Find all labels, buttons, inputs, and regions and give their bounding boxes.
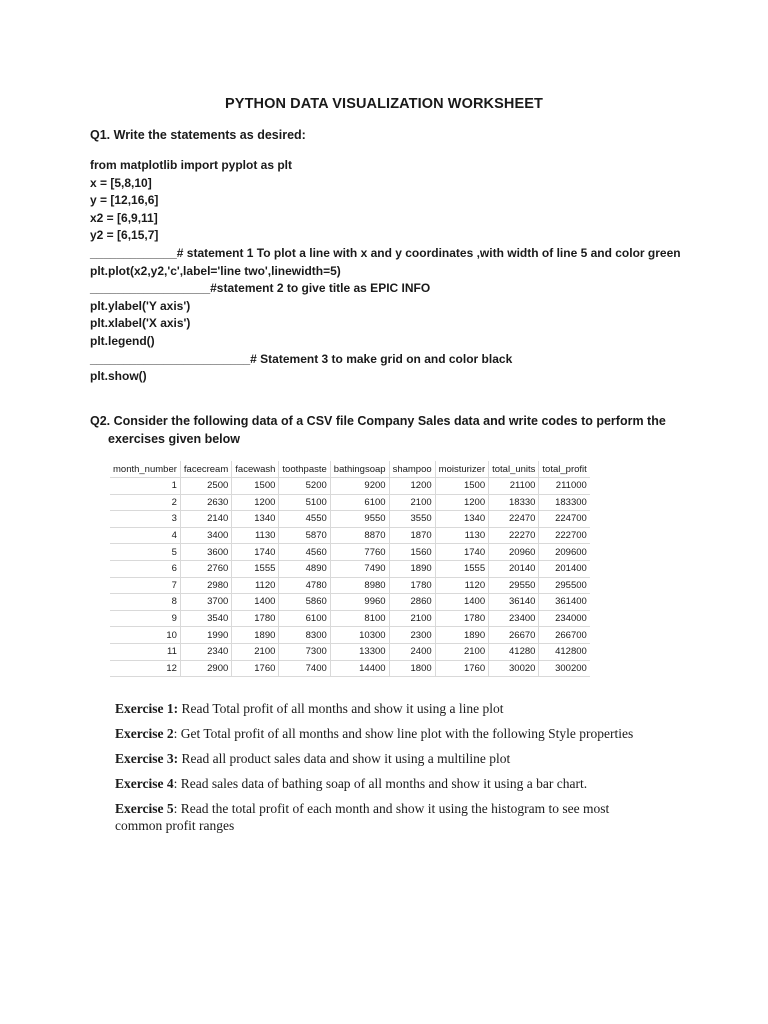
column-header: facewash	[232, 461, 279, 478]
table-cell: 2980	[180, 577, 231, 594]
table-cell: 1560	[389, 544, 435, 561]
q1-code-block	[90, 157, 730, 386]
table-cell: 1200	[232, 494, 279, 511]
table-cell: 1990	[180, 627, 231, 644]
table-row	[110, 494, 590, 511]
code-line: y = [12,16,6]	[90, 193, 159, 208]
table-cell: 2	[110, 494, 180, 511]
q2-heading-line1: Q2. Consider the following data of a CSV file Company Sales data and write codes to perform the	[90, 414, 666, 428]
exercise-label: Exercise 1:	[115, 701, 179, 716]
table-cell: 2630	[180, 494, 231, 511]
table-cell: 5860	[279, 594, 330, 611]
table-cell: 3600	[180, 544, 231, 561]
table-cell: 3400	[180, 527, 231, 544]
table-cell: 3540	[180, 610, 231, 627]
table-cell: 8100	[330, 610, 389, 627]
table-cell: 224700	[539, 511, 590, 528]
table-cell: 1760	[232, 660, 279, 677]
table-cell: 1130	[435, 527, 488, 544]
table-cell: 1500	[232, 478, 279, 495]
sales-data-table	[110, 461, 590, 677]
table-cell: 7	[110, 577, 180, 594]
table-cell: 1780	[232, 610, 279, 627]
table-cell: 1780	[389, 577, 435, 594]
table-cell: 3	[110, 511, 180, 528]
table-cell: 9	[110, 610, 180, 627]
exercise-label: Exercise 2	[115, 726, 174, 741]
exercise-text: : Read sales data of bathing soap of all months and show it using a bar chart.	[173, 776, 588, 791]
table-cell: 1120	[435, 577, 488, 594]
table-row	[110, 511, 590, 528]
q2-heading	[90, 412, 690, 448]
table-cell: 1	[110, 478, 180, 495]
table-cell: 20140	[489, 560, 539, 577]
table-cell: 8980	[330, 577, 389, 594]
code-line: plt.show()	[90, 369, 147, 384]
table-cell: 22270	[489, 527, 539, 544]
table-cell: 7400	[279, 660, 330, 677]
table-cell: 4780	[279, 577, 330, 594]
table-row	[110, 544, 590, 561]
table-cell: 1890	[389, 560, 435, 577]
exercise-text: : Read the total profit of each month and show it using the histogram to see most common profit ranges	[115, 801, 610, 833]
table-cell: 1340	[232, 511, 279, 528]
table-cell: 1890	[232, 627, 279, 644]
table-cell: 4560	[279, 544, 330, 561]
table-cell: 2100	[435, 643, 488, 660]
table-cell: 2500	[180, 478, 231, 495]
table-row	[110, 527, 590, 544]
table-cell: 1400	[435, 594, 488, 611]
page-title: PYTHON DATA VISUALIZATION WORKSHEET	[225, 96, 543, 112]
table-cell: 2140	[180, 511, 231, 528]
column-header: bathingsoap	[330, 461, 389, 478]
table-cell: 412800	[539, 643, 590, 660]
exercise-item	[115, 700, 645, 717]
table-cell: 1760	[435, 660, 488, 677]
exercise-label: Exercise 3:	[115, 751, 179, 766]
table-cell: 11	[110, 643, 180, 660]
table-cell: 1120	[232, 577, 279, 594]
table-cell: 10	[110, 627, 180, 644]
table-cell: 20960	[489, 544, 539, 561]
column-header: toothpaste	[279, 461, 330, 478]
table-cell: 8870	[330, 527, 389, 544]
table-cell: 23400	[489, 610, 539, 627]
table-cell: 12	[110, 660, 180, 677]
code-line: ________________________# Statement 3 to make grid on and color black	[90, 351, 513, 366]
table-cell: 361400	[539, 594, 590, 611]
table-cell: 5100	[279, 494, 330, 511]
table-cell: 26670	[489, 627, 539, 644]
table-cell: 9960	[330, 594, 389, 611]
table-cell: 7490	[330, 560, 389, 577]
table-cell: 1740	[232, 544, 279, 561]
table-cell: 4550	[279, 511, 330, 528]
table-cell: 3550	[389, 511, 435, 528]
table-cell: 18330	[489, 494, 539, 511]
table-cell: 1780	[435, 610, 488, 627]
exercise-item	[115, 775, 645, 792]
table-cell: 9550	[330, 511, 389, 528]
table-cell: 1130	[232, 527, 279, 544]
table-cell: 21100	[489, 478, 539, 495]
code-line: plt.plot(x2,y2,'c',label='line two',linewidth=5)	[90, 263, 341, 278]
exercise-list	[115, 700, 645, 842]
table-row	[110, 478, 590, 495]
table-cell: 29550	[489, 577, 539, 594]
table-row	[110, 627, 590, 644]
table-cell: 222700	[539, 527, 590, 544]
table-cell: 6100	[279, 610, 330, 627]
table-cell: 3700	[180, 594, 231, 611]
table-cell: 2300	[389, 627, 435, 644]
exercise-text: : Get Total profit of all months and show line plot with the following Style properties	[173, 726, 634, 741]
table-cell: 30020	[489, 660, 539, 677]
table-cell: 2760	[180, 560, 231, 577]
table-header-row	[110, 461, 590, 478]
table-cell: 209600	[539, 544, 590, 561]
table-cell: 1555	[232, 560, 279, 577]
exercise-item	[115, 725, 645, 742]
table-cell: 300200	[539, 660, 590, 677]
table-cell: 266700	[539, 627, 590, 644]
table-row	[110, 643, 590, 660]
table-cell: 2860	[389, 594, 435, 611]
column-header: moisturizer	[435, 461, 488, 478]
table-cell: 5870	[279, 527, 330, 544]
code-line: plt.ylabel('Y axis')	[90, 298, 191, 313]
table-cell: 5	[110, 544, 180, 561]
table-cell: 1400	[232, 594, 279, 611]
table-cell: 1500	[435, 478, 488, 495]
table-cell: 22470	[489, 511, 539, 528]
table-row	[110, 660, 590, 677]
column-header: facecream	[180, 461, 231, 478]
table-cell: 2100	[389, 610, 435, 627]
exercise-text: Read Total profit of all months and show it using a line plot	[178, 701, 504, 716]
code-line: from matplotlib import pyplot as plt	[90, 158, 292, 172]
code-line: __________________#statement 2 to give title as EPIC INFO	[90, 281, 431, 296]
table-cell: 9200	[330, 478, 389, 495]
q1-heading: Q1. Write the statements as desired:	[90, 128, 306, 142]
code-line: plt.legend()	[90, 333, 155, 348]
table-cell: 7760	[330, 544, 389, 561]
exercise-item	[115, 750, 645, 767]
exercise-item	[115, 800, 645, 834]
column-header: shampoo	[389, 461, 435, 478]
table-cell: 1200	[435, 494, 488, 511]
table-cell: 6	[110, 560, 180, 577]
table-cell: 1870	[389, 527, 435, 544]
code-line: plt.xlabel('X axis')	[90, 316, 191, 331]
exercise-label: Exercise 5	[115, 801, 174, 816]
column-header: month_number	[110, 461, 180, 478]
table-cell: 2100	[389, 494, 435, 511]
table-cell: 10300	[330, 627, 389, 644]
table-cell: 2400	[389, 643, 435, 660]
table-cell: 14400	[330, 660, 389, 677]
table-cell: 295500	[539, 577, 590, 594]
table-cell: 1340	[435, 511, 488, 528]
table-cell: 13300	[330, 643, 389, 660]
table-cell: 8300	[279, 627, 330, 644]
table-cell: 6100	[330, 494, 389, 511]
column-header: total_profit	[539, 461, 590, 478]
table-cell: 8	[110, 594, 180, 611]
table-row	[110, 577, 590, 594]
table-cell: 1890	[435, 627, 488, 644]
table-cell: 1740	[435, 544, 488, 561]
table-cell: 2100	[232, 643, 279, 660]
table-cell: 183300	[539, 494, 590, 511]
table-cell: 2900	[180, 660, 231, 677]
table-body	[110, 478, 590, 677]
table-row	[110, 610, 590, 627]
code-line: x = [5,8,10]	[90, 175, 152, 190]
code-line: x2 = [6,9,11]	[90, 210, 158, 225]
table-cell: 36140	[489, 594, 539, 611]
table-cell: 41280	[489, 643, 539, 660]
exercise-label: Exercise 4	[115, 776, 174, 791]
table-cell: 2340	[180, 643, 231, 660]
table-cell: 201400	[539, 560, 590, 577]
code-line: _____________# statement 1 To plot a line with x and y coordinates ,with width of line 5 and color green	[90, 245, 681, 260]
table-row	[110, 594, 590, 611]
table-cell: 1800	[389, 660, 435, 677]
table-row	[110, 560, 590, 577]
code-line: y2 = [6,15,7]	[90, 228, 159, 243]
table-cell: 1555	[435, 560, 488, 577]
table-cell: 7300	[279, 643, 330, 660]
table-cell: 4890	[279, 560, 330, 577]
table-cell: 1200	[389, 478, 435, 495]
exercise-text: Read all product sales data and show it using a multiline plot	[178, 751, 511, 766]
table-cell: 211000	[539, 478, 590, 495]
q2-heading-line2: exercises given below	[108, 432, 241, 446]
table-cell: 234000	[539, 610, 590, 627]
column-header: total_units	[489, 461, 539, 478]
table-cell: 4	[110, 527, 180, 544]
table-cell: 5200	[279, 478, 330, 495]
